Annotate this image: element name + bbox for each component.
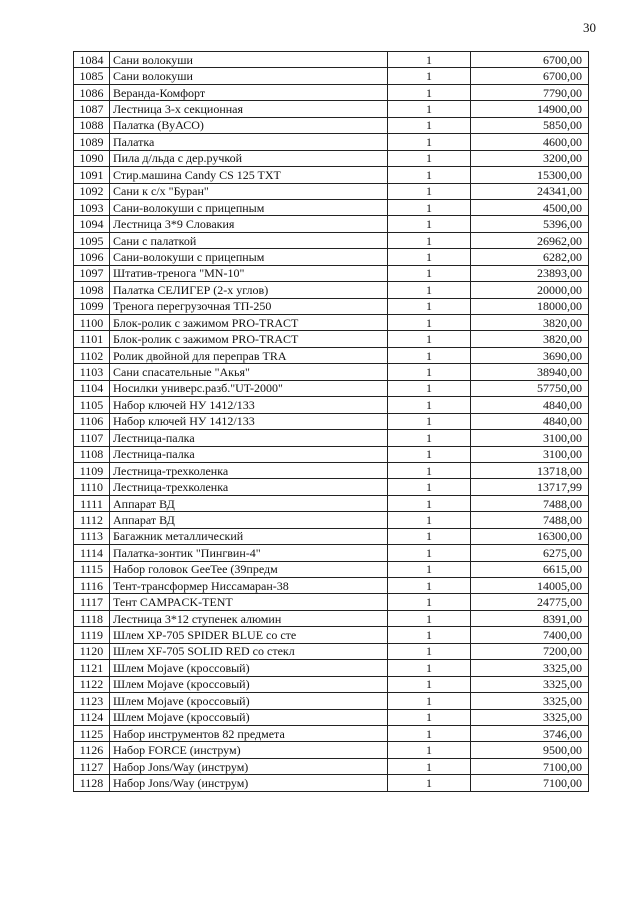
item-name-cell: Палатка (110, 134, 388, 150)
quantity-cell: 1 (388, 380, 471, 396)
price-cell: 3820,00 (471, 331, 589, 347)
row-number-cell: 1125 (74, 725, 110, 741)
quantity-cell: 1 (388, 610, 471, 626)
price-cell: 4600,00 (471, 134, 589, 150)
item-name-cell: Багажник металлический (110, 528, 388, 544)
row-number-cell: 1115 (74, 561, 110, 577)
quantity-cell: 1 (388, 265, 471, 281)
table-row (74, 413, 589, 429)
price-cell: 3325,00 (471, 709, 589, 725)
item-name-cell: Лестница 3*9 Словакия (110, 216, 388, 232)
price-cell: 3690,00 (471, 347, 589, 363)
quantity-cell: 1 (388, 758, 471, 774)
price-cell: 24341,00 (471, 183, 589, 199)
quantity-cell: 1 (388, 397, 471, 413)
row-number-cell: 1094 (74, 216, 110, 232)
row-number-cell: 1117 (74, 594, 110, 610)
item-name-cell: Веранда-Комфорт (110, 84, 388, 100)
price-cell: 14005,00 (471, 578, 589, 594)
table-row (74, 380, 589, 396)
quantity-cell: 1 (388, 479, 471, 495)
price-cell: 3325,00 (471, 693, 589, 709)
price-cell: 13717,99 (471, 479, 589, 495)
item-name-cell: Сани спасательные "Акья" (110, 364, 388, 380)
table-row (74, 610, 589, 626)
table-row (74, 315, 589, 331)
table-row (74, 479, 589, 495)
table-row (74, 693, 589, 709)
quantity-cell: 1 (388, 643, 471, 659)
price-cell: 24775,00 (471, 594, 589, 610)
quantity-cell: 1 (388, 167, 471, 183)
price-cell: 6275,00 (471, 545, 589, 561)
item-name-cell: Аппарат ВД (110, 512, 388, 528)
row-number-cell: 1127 (74, 758, 110, 774)
table-row (74, 578, 589, 594)
quantity-cell: 1 (388, 561, 471, 577)
row-number-cell: 1109 (74, 462, 110, 478)
row-number-cell: 1123 (74, 693, 110, 709)
table-row (74, 134, 589, 150)
price-cell: 3200,00 (471, 150, 589, 166)
quantity-cell: 1 (388, 232, 471, 248)
table-row (74, 150, 589, 166)
price-cell: 57750,00 (471, 380, 589, 396)
quantity-cell: 1 (388, 199, 471, 215)
row-number-cell: 1107 (74, 430, 110, 446)
table-row (74, 68, 589, 84)
item-name-cell: Стир.машина Candy CS 125 TXT (110, 167, 388, 183)
item-name-cell: Блок-ролик с зажимом PRO-TRACT (110, 331, 388, 347)
row-number-cell: 1090 (74, 150, 110, 166)
item-name-cell: Набор головок GeeTee (39предм (110, 561, 388, 577)
price-cell: 5850,00 (471, 117, 589, 133)
row-number-cell: 1122 (74, 676, 110, 692)
table-row (74, 643, 589, 659)
item-name-cell: Набор ключей НУ 1412/133 (110, 397, 388, 413)
table-row (74, 364, 589, 380)
item-name-cell: Лестница-палка (110, 446, 388, 462)
row-number-cell: 1113 (74, 528, 110, 544)
item-name-cell: Сани волокуши (110, 52, 388, 68)
price-cell: 3100,00 (471, 446, 589, 462)
table-row (74, 676, 589, 692)
table-row (74, 52, 589, 68)
table-row (74, 101, 589, 117)
quantity-cell: 1 (388, 660, 471, 676)
row-number-cell: 1093 (74, 199, 110, 215)
quantity-cell: 1 (388, 742, 471, 758)
row-number-cell: 1104 (74, 380, 110, 396)
row-number-cell: 1108 (74, 446, 110, 462)
item-name-cell: Блок-ролик с зажимом PRO-TRACT (110, 315, 388, 331)
price-cell: 7400,00 (471, 627, 589, 643)
quantity-cell: 1 (388, 117, 471, 133)
quantity-cell: 1 (388, 725, 471, 741)
table-row (74, 660, 589, 676)
item-name-cell: Лестница 3-х секционная (110, 101, 388, 117)
price-cell: 14900,00 (471, 101, 589, 117)
row-number-cell: 1089 (74, 134, 110, 150)
quantity-cell: 1 (388, 528, 471, 544)
price-cell: 6615,00 (471, 561, 589, 577)
table-row (74, 495, 589, 511)
table-row (74, 282, 589, 298)
price-cell: 13718,00 (471, 462, 589, 478)
item-name-cell: Шлем XP-705 SPIDER BLUE со сте (110, 627, 388, 643)
row-number-cell: 1111 (74, 495, 110, 511)
table-row (74, 430, 589, 446)
quantity-cell: 1 (388, 495, 471, 511)
row-number-cell: 1120 (74, 643, 110, 659)
table-row (74, 232, 589, 248)
item-name-cell: Шлем XF-705 SOLID RED со стекл (110, 643, 388, 659)
table-row (74, 199, 589, 215)
item-name-cell: Ролик двойной для переправ TRA (110, 347, 388, 363)
price-cell: 18000,00 (471, 298, 589, 314)
price-cell: 6700,00 (471, 68, 589, 84)
item-name-cell: Набор Jons/Way (инструм) (110, 775, 388, 791)
item-name-cell: Лестница-трехколенка (110, 462, 388, 478)
quantity-cell: 1 (388, 430, 471, 446)
row-number-cell: 1128 (74, 775, 110, 791)
quantity-cell: 1 (388, 413, 471, 429)
table-row (74, 167, 589, 183)
price-cell: 7488,00 (471, 495, 589, 511)
price-cell: 7100,00 (471, 758, 589, 774)
table-row (74, 545, 589, 561)
price-cell: 8391,00 (471, 610, 589, 626)
price-cell: 3325,00 (471, 676, 589, 692)
item-name-cell: Шлем Mojave (кроссовый) (110, 693, 388, 709)
item-name-cell: Набор Jons/Way (инструм) (110, 758, 388, 774)
price-cell: 6282,00 (471, 249, 589, 265)
table-row (74, 758, 589, 774)
row-number-cell: 1118 (74, 610, 110, 626)
item-name-cell: Аппарат ВД (110, 495, 388, 511)
row-number-cell: 1085 (74, 68, 110, 84)
item-name-cell: Палатка (ВуАСО) (110, 117, 388, 133)
item-name-cell: Тренога перегрузочная ТП-250 (110, 298, 388, 314)
row-number-cell: 1101 (74, 331, 110, 347)
table-row (74, 298, 589, 314)
table-row (74, 462, 589, 478)
row-number-cell: 1114 (74, 545, 110, 561)
table-row (74, 512, 589, 528)
item-name-cell: Лестница-трехколенка (110, 479, 388, 495)
quantity-cell: 1 (388, 52, 471, 68)
quantity-cell: 1 (388, 150, 471, 166)
row-number-cell: 1124 (74, 709, 110, 725)
quantity-cell: 1 (388, 298, 471, 314)
row-number-cell: 1116 (74, 578, 110, 594)
table-row (74, 216, 589, 232)
price-cell: 26962,00 (471, 232, 589, 248)
item-name-cell: Тент-трансформер Ниссамаран-38 (110, 578, 388, 594)
price-cell: 23893,00 (471, 265, 589, 281)
row-number-cell: 1086 (74, 84, 110, 100)
row-number-cell: 1100 (74, 315, 110, 331)
row-number-cell: 1099 (74, 298, 110, 314)
row-number-cell: 1106 (74, 413, 110, 429)
quantity-cell: 1 (388, 693, 471, 709)
quantity-cell: 1 (388, 578, 471, 594)
price-cell: 7488,00 (471, 512, 589, 528)
item-name-cell: Шлем Mojave (кроссовый) (110, 676, 388, 692)
row-number-cell: 1091 (74, 167, 110, 183)
table-row (74, 594, 589, 610)
row-number-cell: 1119 (74, 627, 110, 643)
table-row (74, 528, 589, 544)
item-name-cell: Лестница 3*12 ступенек алюмин (110, 610, 388, 626)
row-number-cell: 1103 (74, 364, 110, 380)
price-cell: 15300,00 (471, 167, 589, 183)
item-name-cell: Палатка-зонтик "Пингвин-4" (110, 545, 388, 561)
item-name-cell: Шлем Mojave (кроссовый) (110, 709, 388, 725)
row-number-cell: 1112 (74, 512, 110, 528)
item-name-cell: Шлем Mojave (кроссовый) (110, 660, 388, 676)
quantity-cell: 1 (388, 347, 471, 363)
quantity-cell: 1 (388, 68, 471, 84)
table-row (74, 347, 589, 363)
price-cell: 16300,00 (471, 528, 589, 544)
item-name-cell: Тент CAMPACK-TENT (110, 594, 388, 610)
quantity-cell: 1 (388, 315, 471, 331)
table-row (74, 742, 589, 758)
row-number-cell: 1126 (74, 742, 110, 758)
quantity-cell: 1 (388, 709, 471, 725)
quantity-cell: 1 (388, 676, 471, 692)
inventory-table-body (74, 52, 589, 792)
item-name-cell: Сани-волокуши с прицепным (110, 249, 388, 265)
row-number-cell: 1097 (74, 265, 110, 281)
quantity-cell: 1 (388, 134, 471, 150)
table-row (74, 446, 589, 462)
table-row (74, 331, 589, 347)
row-number-cell: 1084 (74, 52, 110, 68)
row-number-cell: 1105 (74, 397, 110, 413)
quantity-cell: 1 (388, 545, 471, 561)
row-number-cell: 1102 (74, 347, 110, 363)
row-number-cell: 1121 (74, 660, 110, 676)
item-name-cell: Сани к с/х "Буран" (110, 183, 388, 199)
quantity-cell: 1 (388, 331, 471, 347)
row-number-cell: 1087 (74, 101, 110, 117)
item-name-cell: Носилки универс.разб."UT-2000" (110, 380, 388, 396)
item-name-cell: Сани волокуши (110, 68, 388, 84)
price-cell: 38940,00 (471, 364, 589, 380)
row-number-cell: 1098 (74, 282, 110, 298)
row-number-cell: 1088 (74, 117, 110, 133)
quantity-cell: 1 (388, 249, 471, 265)
quantity-cell: 1 (388, 84, 471, 100)
quantity-cell: 1 (388, 282, 471, 298)
price-cell: 3820,00 (471, 315, 589, 331)
table-row (74, 709, 589, 725)
price-cell: 7790,00 (471, 84, 589, 100)
table-row (74, 249, 589, 265)
quantity-cell: 1 (388, 216, 471, 232)
row-number-cell: 1092 (74, 183, 110, 199)
row-number-cell: 1095 (74, 232, 110, 248)
price-cell: 4500,00 (471, 199, 589, 215)
item-name-cell: Сани с палаткой (110, 232, 388, 248)
table-row (74, 265, 589, 281)
table-row (74, 725, 589, 741)
quantity-cell: 1 (388, 101, 471, 117)
table-row (74, 117, 589, 133)
price-cell: 7100,00 (471, 775, 589, 791)
inventory-table (73, 51, 589, 792)
price-cell: 6700,00 (471, 52, 589, 68)
quantity-cell: 1 (388, 446, 471, 462)
table-row (74, 561, 589, 577)
item-name-cell: Набор инструментов 82 предмета (110, 725, 388, 741)
quantity-cell: 1 (388, 512, 471, 528)
price-cell: 5396,00 (471, 216, 589, 232)
item-name-cell: Палатка СЕЛИГЕР (2-х углов) (110, 282, 388, 298)
price-cell: 4840,00 (471, 397, 589, 413)
item-name-cell: Набор FORCE (инструм) (110, 742, 388, 758)
price-cell: 4840,00 (471, 413, 589, 429)
row-number-cell: 1110 (74, 479, 110, 495)
price-cell: 7200,00 (471, 643, 589, 659)
row-number-cell: 1096 (74, 249, 110, 265)
table-row (74, 627, 589, 643)
table-row (74, 775, 589, 791)
price-cell: 20000,00 (471, 282, 589, 298)
price-cell: 9500,00 (471, 742, 589, 758)
item-name-cell: Набор ключей НУ 1412/133 (110, 413, 388, 429)
page-number: 30 (583, 20, 596, 35)
item-name-cell: Сани-волокуши с прицепным (110, 199, 388, 215)
price-cell: 3100,00 (471, 430, 589, 446)
table-row (74, 183, 589, 199)
table-row (74, 84, 589, 100)
item-name-cell: Штатив-тренога "MN-10" (110, 265, 388, 281)
quantity-cell: 1 (388, 183, 471, 199)
price-cell: 3746,00 (471, 725, 589, 741)
quantity-cell: 1 (388, 627, 471, 643)
quantity-cell: 1 (388, 594, 471, 610)
quantity-cell: 1 (388, 462, 471, 478)
quantity-cell: 1 (388, 775, 471, 791)
price-cell: 3325,00 (471, 660, 589, 676)
quantity-cell: 1 (388, 364, 471, 380)
item-name-cell: Пила д/льда с дер.ручкой (110, 150, 388, 166)
table-row (74, 397, 589, 413)
item-name-cell: Лестница-палка (110, 430, 388, 446)
